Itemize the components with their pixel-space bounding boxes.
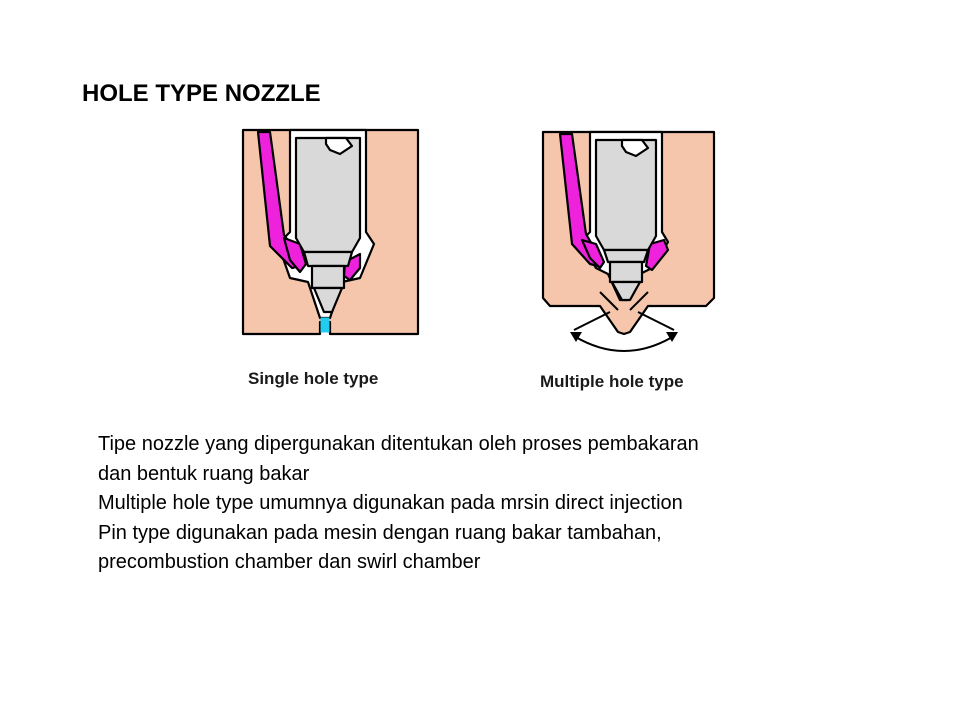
caption-multiple-hole: Multiple hole type [540, 372, 684, 391]
multiple-hole-nozzle [543, 132, 714, 351]
description-line: Pin type digunakan pada mesin dengan ruang bakar tambahan, [98, 521, 662, 544]
single-spray-hole [321, 318, 329, 332]
multi-spray-angle-left [574, 312, 610, 330]
caption-single-hole: Single hole type [248, 369, 379, 388]
multi-needle [596, 140, 656, 250]
single-hole-nozzle [243, 130, 418, 334]
multi-spray-angle-arc [574, 336, 674, 351]
multi-spray-angle-right [638, 312, 674, 330]
single-needle-step [304, 252, 352, 266]
description-line: dan bentuk ruang bakar [98, 462, 310, 485]
description-line: Multiple hole type umumnya digunakan pada mrsin direct injection [98, 492, 683, 514]
description-line: Tipe nozzle yang dipergunakan ditentukan oleh proses pembakaran [98, 433, 699, 455]
multi-needle-step [604, 250, 648, 262]
description-line: precombustion chamber dan swirl chamber [98, 551, 481, 573]
page-title: HOLE TYPE NOZZLE [82, 80, 321, 107]
single-needle [296, 138, 360, 252]
multi-needle-shank [610, 262, 642, 282]
description-text [98, 430, 858, 578]
single-needle-shank [312, 266, 344, 288]
